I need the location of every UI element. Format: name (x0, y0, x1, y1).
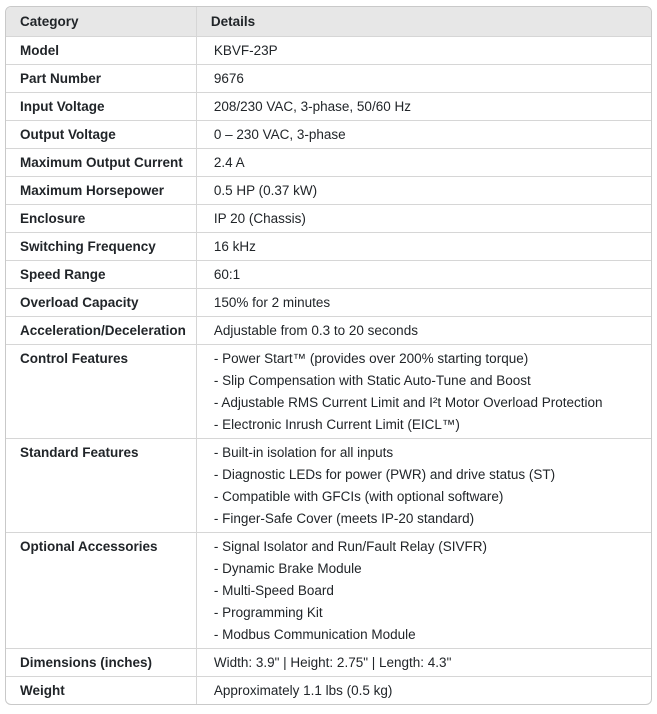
details-cell (196, 289, 651, 317)
category-cell: Dimensions (inches) (6, 649, 196, 677)
detail-line: - Power Start™ (provides over 200% starting torque) (213, 351, 529, 366)
table-row (6, 233, 651, 261)
detail-line: 9676 (213, 71, 244, 86)
details-cell (196, 37, 651, 65)
table-row (6, 649, 651, 677)
category-cell: Standard Features (6, 439, 196, 533)
details-cell (196, 121, 651, 149)
category-cell: Maximum Horsepower (6, 177, 196, 205)
details-cell (196, 149, 651, 177)
details-cell (196, 93, 651, 121)
detail-line: KBVF-23P (213, 43, 278, 58)
detail-line: 16 kHz (213, 239, 256, 254)
category-cell: Overload Capacity (6, 289, 196, 317)
detail-line: Approximately 1.1 lbs (0.5 kg) (213, 683, 393, 698)
category-cell: Optional Accessories (6, 533, 196, 649)
detail-line: 60:1 (213, 267, 241, 282)
category-cell: Enclosure (6, 205, 196, 233)
category-cell: Part Number (6, 65, 196, 93)
category-cell: Control Features (6, 345, 196, 439)
category-cell: Input Voltage (6, 93, 196, 121)
category-cell: Model (6, 37, 196, 65)
table-row (6, 345, 651, 439)
details-cell (196, 439, 651, 533)
detail-line: - Signal Isolator and Run/Fault Relay (SIVFR) (213, 539, 487, 554)
details-cell (196, 649, 651, 677)
category-cell: Maximum Output Current (6, 149, 196, 177)
category-column-header: Category (6, 7, 196, 37)
details-column-header: Details (196, 7, 651, 37)
detail-line: - Multi-Speed Board (213, 583, 334, 598)
category-cell: Acceleration/Deceleration (6, 317, 196, 345)
table-row (6, 93, 651, 121)
detail-line: 0 – 230 VAC, 3-phase (213, 127, 346, 142)
detail-line: 208/230 VAC, 3-phase, 50/60 Hz (213, 99, 411, 114)
table-row (6, 65, 651, 93)
details-cell (196, 177, 651, 205)
table-row (6, 121, 651, 149)
table-row (6, 37, 651, 65)
detail-line: - Adjustable RMS Current Limit and I²t Motor Overload Protection (213, 395, 603, 410)
detail-line: 2.4 A (213, 155, 245, 170)
details-cell (196, 261, 651, 289)
category-cell: Output Voltage (6, 121, 196, 149)
details-cell (196, 65, 651, 93)
header-row (6, 7, 651, 37)
table-row (6, 533, 651, 649)
detail-line: - Modbus Communication Module (213, 627, 416, 642)
detail-line: IP 20 (Chassis) (213, 211, 306, 226)
spec-table (6, 7, 651, 704)
detail-line: 150% for 2 minutes (213, 295, 331, 310)
details-cell (196, 677, 651, 705)
detail-line: - Dynamic Brake Module (213, 561, 362, 576)
detail-line: - Compatible with GFCIs (with optional software) (213, 489, 504, 504)
table-row (6, 439, 651, 533)
spec-card (5, 6, 652, 705)
detail-line: - Diagnostic LEDs for power (PWR) and drive status (ST) (213, 467, 556, 482)
table-row (6, 177, 651, 205)
table-header (6, 7, 651, 37)
table-row (6, 205, 651, 233)
table-row (6, 289, 651, 317)
table-row (6, 149, 651, 177)
category-cell: Switching Frequency (6, 233, 196, 261)
table-row (6, 261, 651, 289)
table-row (6, 317, 651, 345)
details-cell (196, 233, 651, 261)
category-cell: Speed Range (6, 261, 196, 289)
detail-line: - Electronic Inrush Current Limit (EICL™) (213, 417, 460, 432)
detail-line: - Programming Kit (213, 605, 323, 620)
detail-line: - Finger-Safe Cover (meets IP-20 standard) (213, 511, 475, 526)
detail-line: - Built-in isolation for all inputs (213, 445, 394, 460)
detail-line: Width: 3.9" | Height: 2.75" | Length: 4.3" (213, 655, 452, 670)
details-cell (196, 205, 651, 233)
category-cell: Weight (6, 677, 196, 705)
detail-line: Adjustable from 0.3 to 20 seconds (213, 323, 418, 338)
details-cell (196, 345, 651, 439)
details-cell (196, 533, 651, 649)
table-body (6, 37, 651, 705)
table-row (6, 677, 651, 705)
details-cell (196, 317, 651, 345)
detail-line: 0.5 HP (0.37 kW) (213, 183, 318, 198)
detail-line: - Slip Compensation with Static Auto-Tune and Boost (213, 373, 531, 388)
